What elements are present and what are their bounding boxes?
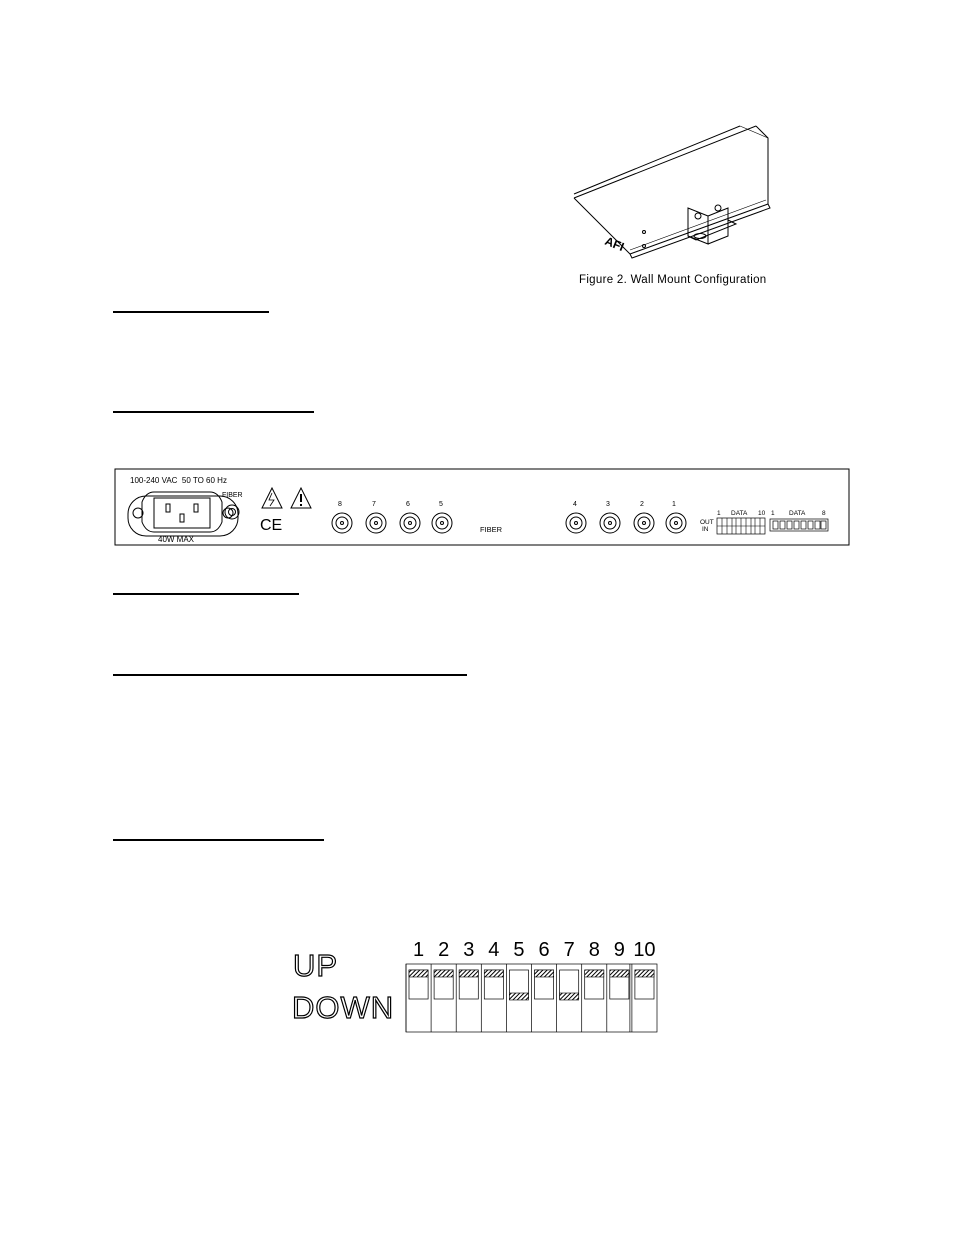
dip-switch-10[interactable] bbox=[632, 964, 654, 1032]
connector-label: 8 bbox=[338, 501, 342, 508]
dip-switch-3[interactable] bbox=[456, 964, 478, 1032]
data-block-1-end: 10 bbox=[758, 510, 766, 517]
connector-label: 1 bbox=[672, 501, 676, 508]
dip-switch-lever bbox=[635, 970, 654, 977]
electrical-warning-icon bbox=[262, 488, 282, 508]
dip-switch bbox=[400, 934, 662, 1036]
dip-switch-lever bbox=[409, 970, 428, 977]
data-block-2-end: 8 bbox=[822, 510, 826, 517]
dip-switch-number: 7 bbox=[563, 939, 575, 961]
dip-switch-number: 9 bbox=[613, 939, 625, 961]
data-block-1-out: OUT bbox=[700, 519, 714, 526]
connector-label: 7 bbox=[372, 501, 376, 508]
dip-switch-number: 2 bbox=[438, 939, 450, 961]
dip-switch-9[interactable] bbox=[607, 964, 629, 1032]
fiber-label-center: FIBER bbox=[480, 525, 503, 534]
dip-switch-number: 8 bbox=[588, 939, 600, 961]
dip-switch-number: 10 bbox=[633, 939, 656, 961]
dip-switch-number: 5 bbox=[513, 939, 525, 961]
section-heading-rule-3 bbox=[113, 593, 299, 595]
dip-switch-number: 3 bbox=[463, 939, 475, 961]
dip-up-label: UP bbox=[293, 948, 339, 983]
fiber-label-top: FIBER bbox=[222, 492, 243, 499]
fiber-port bbox=[225, 505, 239, 519]
connector-label: 3 bbox=[606, 501, 610, 508]
rear-panel-figure bbox=[114, 468, 850, 546]
dip-switch-6[interactable] bbox=[532, 964, 554, 1032]
afi-logo: AFI bbox=[602, 233, 627, 255]
section-heading-rule-5 bbox=[113, 839, 324, 841]
section-heading-rule-4 bbox=[113, 674, 467, 676]
dip-switch-lever bbox=[610, 970, 629, 977]
dip-switch-lever bbox=[585, 970, 604, 977]
connector-label: 4 bbox=[573, 501, 577, 508]
dip-switch-7[interactable] bbox=[557, 964, 579, 1032]
dip-switch-lever bbox=[560, 993, 579, 1000]
section-heading-rule-2 bbox=[113, 411, 314, 413]
dip-switch-4[interactable] bbox=[481, 964, 503, 1032]
dip-switch-lever bbox=[434, 970, 453, 977]
dip-switch-lever bbox=[535, 970, 554, 977]
data-block-1-title: DATA bbox=[731, 510, 748, 517]
screw-icon bbox=[223, 508, 233, 518]
connector-group-right bbox=[566, 501, 686, 533]
connector-label: 6 bbox=[406, 501, 410, 508]
figure-2-caption: Figure 2. Wall Mount Configuration bbox=[579, 274, 767, 286]
dip-switch-number: 4 bbox=[488, 939, 500, 961]
section-heading-rule-1 bbox=[113, 311, 269, 313]
data-block-1-in: IN bbox=[702, 526, 709, 533]
dip-switch-5[interactable] bbox=[506, 964, 528, 1032]
connector-group-left bbox=[332, 501, 452, 533]
dip-switch-lever bbox=[509, 993, 528, 1000]
dip-switch-2[interactable] bbox=[431, 964, 453, 1032]
connector-label: 2 bbox=[640, 501, 644, 508]
dip-switch-8[interactable] bbox=[582, 964, 604, 1032]
data-block-1 bbox=[700, 510, 766, 534]
connector-label: 5 bbox=[439, 501, 443, 508]
data-block-2-start: 1 bbox=[771, 510, 775, 517]
data-block-2 bbox=[770, 510, 828, 531]
data-block-2-title: DATA bbox=[789, 510, 806, 517]
dip-switch-lever bbox=[459, 970, 478, 977]
dip-switch-1[interactable] bbox=[406, 964, 428, 1032]
dip-switch-number: 1 bbox=[412, 939, 425, 961]
power-max-label: 40W MAX bbox=[158, 535, 195, 544]
ce-mark: CE bbox=[260, 517, 283, 534]
wall-mount-figure bbox=[560, 120, 790, 270]
dip-switch-lever bbox=[484, 970, 503, 977]
dip-down-label: DOWN bbox=[292, 990, 395, 1025]
dip-switch-number: 6 bbox=[538, 939, 550, 961]
data-block-1-start: 1 bbox=[717, 510, 721, 517]
power-rating-label: 100-240 VAC 50 TO 60 Hz bbox=[130, 476, 227, 485]
